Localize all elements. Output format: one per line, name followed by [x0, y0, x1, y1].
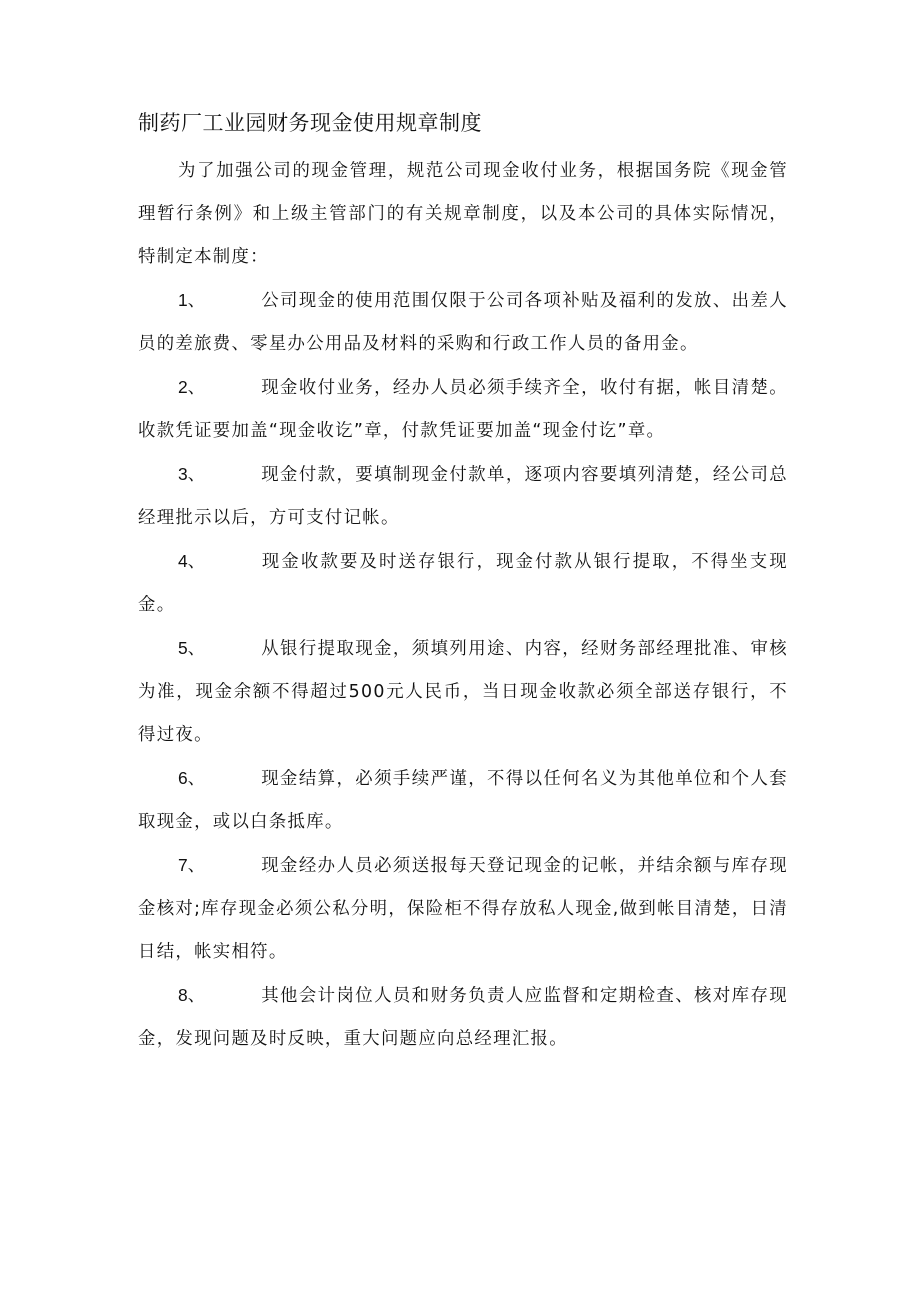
rule-text: 其他会计岗位人员和财务负责人应监督和定期检查、核对库存现金，发现问题及时反映，重大问题应向总经理汇报。 — [138, 986, 788, 1049]
rule-item-2 — [138, 366, 788, 453]
rule-item-5 — [138, 627, 788, 757]
rule-number: 8、 — [178, 985, 206, 1005]
rule-item-1 — [138, 279, 788, 366]
rule-text: 现金收付业务，经办人员必须手续齐全，收付有据，帐目清楚。收款凭证要加盖“现金收讫”章，付款凭证要加盖“现金付讫”章。 — [138, 378, 788, 441]
rule-number: 4、 — [178, 551, 206, 571]
rule-text: 公司现金的使用范围仅限于公司各项补贴及福利的发放、出差人员的差旅费、零星办公用品及材料的采购和行政工作人员的备用金。 — [138, 291, 788, 354]
rule-item-6 — [138, 757, 788, 844]
rule-text: 现金经办人员必须送报每天登记现金的记帐，并结余额与库存现金核对;库存现金必须公私分明，保险柜不得存放私人现金,做到帐目清楚，日清日结，帐实相符。 — [138, 856, 788, 962]
intro-paragraph: 为了加强公司的现金管理，规范公司现金收付业务，根据国务院《现金管理暂行条例》和上级主管部门的有关规章制度，以及本公司的具体实际情况，特制定本制度： — [138, 161, 788, 267]
rule-number: 2、 — [178, 377, 206, 397]
rule-number: 3、 — [178, 464, 206, 484]
rule-number: 1、 — [178, 290, 206, 310]
rule-item-4 — [138, 540, 788, 627]
rule-text: 现金结算，必须手续严谨，不得以任何名义为其他单位和个人套取现金，或以白条抵库。 — [138, 769, 788, 832]
rule-item-8 — [138, 974, 788, 1061]
rule-number: 7、 — [178, 855, 206, 875]
document-body — [138, 150, 788, 1061]
rule-number: 5、 — [178, 638, 206, 658]
rule-number: 6、 — [178, 768, 206, 788]
rule-item-3 — [138, 453, 788, 540]
document-title: 制药厂工业园财务现金使用规章制度 — [138, 111, 482, 135]
rule-text: 现金付款，要填制现金付款单，逐项内容要填列清楚，经公司总经理批示以后，方可支付记帐。 — [138, 465, 788, 528]
rule-item-7 — [138, 844, 788, 974]
rule-text: 从银行提取现金，须填列用途、内容，经财务部经理批准、审核为准，现金余额不得超过500元人民币，当日现金收款必须全部送存银行，不得过夜。 — [138, 639, 788, 745]
rule-text: 现金收款要及时送存银行，现金付款从银行提取，不得坐支现金。 — [138, 552, 788, 615]
